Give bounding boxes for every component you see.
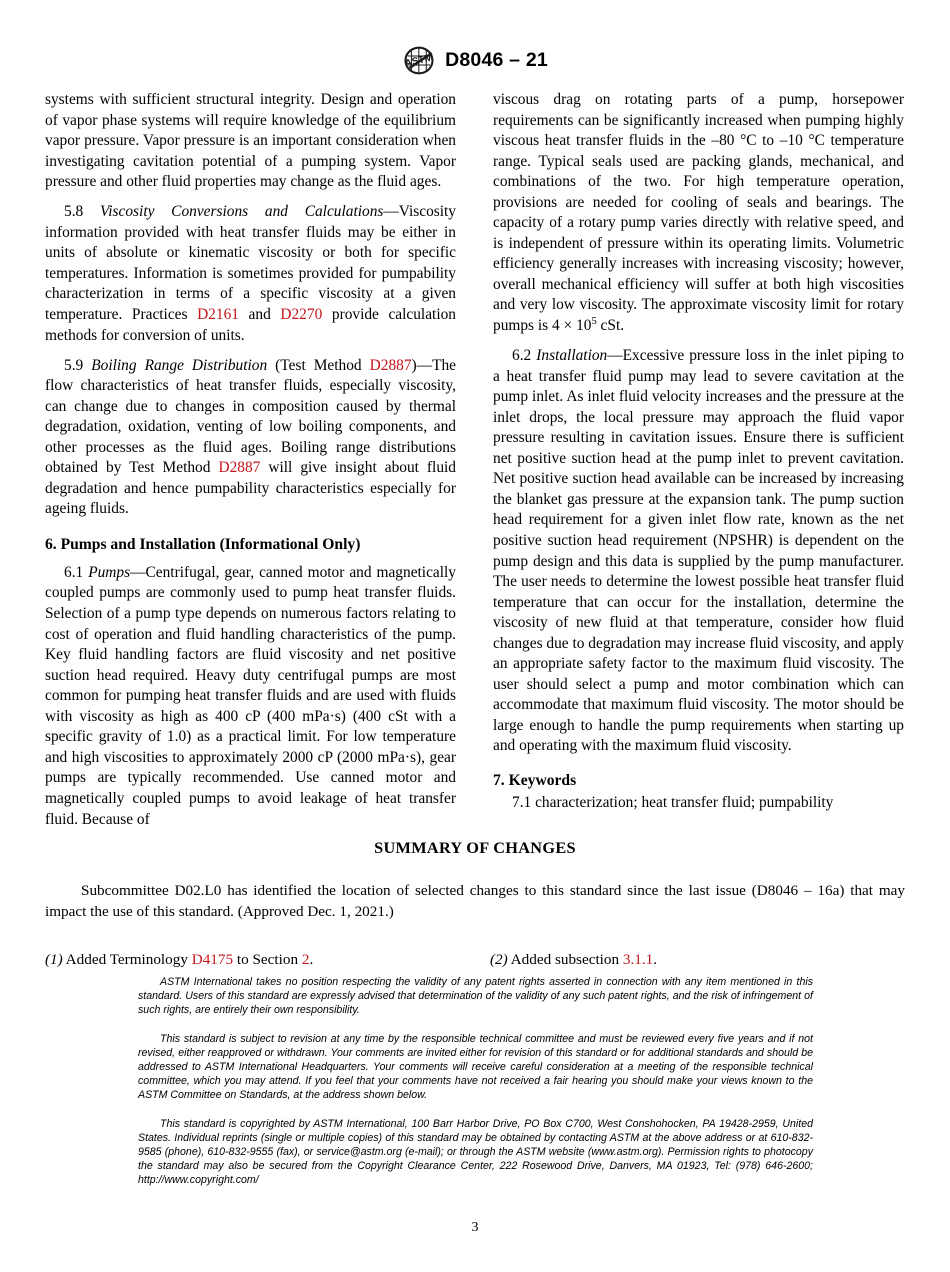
legal-footer [138, 975, 813, 1188]
paragraph-title: Boiling Range Distribution [91, 356, 268, 374]
paragraph-number: 6.1 [64, 563, 89, 581]
summary-of-changes-intro: Subcommittee D02.L0 has identified the location of selected changes to this standard since the last issue (D8046 – 16a) that may impact the use of this standard. (Approved Dec. 1, 2021.) [45, 882, 905, 920]
paragraph-text: —Viscosity information provided with heat transfer fluids may be either in units of absolute or kinematic viscosity or both for specific temperatures. Information is sometimes provided for pumpability characterization in terms of a specific viscosity at a given temperature. Practices [45, 203, 456, 323]
revision-notice: This standard is subject to revision at any time by the responsible technical committee and must be reviewed every five years and if not revised, either reapproved or withdrawn. Your comments are invited either for revision of this standard or for additional standards and should be addressed to ASTM International Headquarters. Your comments will receive careful consideration at a meeting of the responsible technical committee, which you may attend. If you feel that your comments have not received a fair hearing you should make your views known to the ASTM Committee on Standards, at the address shown below. [138, 1032, 813, 1102]
paragraph-5-8 [45, 202, 456, 346]
change-number: (2) [490, 951, 508, 968]
summary-of-changes-section [45, 838, 905, 970]
copyright-notice: This standard is copyrighted by ASTM International, 100 Barr Harbor Drive, PO Box C700, West Conshohocken, PA 19428-2959, United States. Individual reprints (single or multiple copies) of this standard may be obtained by contacting ASTM at the above address or at 610-832-9585 (phone), 610-832-9555 (fax), or service@astm.org (e-mail); or through the ASTM website (www.astm.org). Permission rights to photocopy the standard may also be secured from the Copyright Clearance Center, 222 Rosewood Drive, Danvers, MA 01923, Tel: (978) 646-2600; http://www.copyright.com/ [138, 1117, 813, 1187]
paragraph-text: provide calculation methods for conversion of units. [45, 305, 456, 344]
paragraph-6-1 [45, 563, 456, 830]
svg-text:ASTM: ASTM [403, 52, 435, 70]
change-text: to Section [233, 951, 302, 968]
paragraph-text: )—The flow characteristics of heat transfer fluids, especially viscosity, can change due to changes in composition caused by thermal degradation, oxidation, venting of low boiling components, and other processes as the fluid ages. Boiling range distributions obtained by Test Method [45, 356, 456, 477]
change-item-1 [45, 950, 490, 970]
left-column [45, 90, 456, 830]
standard-link-d2270[interactable]: D2270 [280, 305, 323, 323]
paragraph-6-2 [493, 346, 904, 757]
paragraph-6-1-continued [493, 90, 904, 337]
patent-rights-notice: ASTM International takes no position respecting the validity of any patent rights asserted in connection with any item mentioned in this standard. Users of this standard are expressly advised that determination of the validity of any such patent rights, and the risk of infringement of such rights, are entirely their own responsibility. [138, 976, 813, 1017]
changes-list [45, 950, 905, 970]
change-item-2 [490, 950, 905, 970]
change-text: . [309, 951, 314, 968]
paragraph-text: cSt. [596, 317, 625, 335]
change-text: Added Terminology [62, 951, 192, 968]
paragraph-number: 6.2 [512, 347, 537, 365]
standard-link-d2887[interactable]: D2887 [369, 356, 412, 374]
change-text: Added subsection [507, 951, 623, 968]
paragraph-text: —Excessive pressure loss in the inlet piping to a heat transfer fluid pump may lead to severe cavitation at the pump inlet. As inlet fluid velocity increases and the pressure at the inlet drops, the local pressure may approach the fluid vapor pressure resulting in cavitation issues. Ensure there is sufficient net positive suction head at the pump inlet to prevent cavitation. Net positive suction head available can be increased by increasing the blanket gas pressure at the expansion tank. The pump suction head requirement for a given inlet flow rate, known as the net positive suction head requirement (NPSHR) is dependent on the pump design and this data is supplied by the pump manufacturer. The user needs to determine the lowest possible heat transfer fluid temperature that can occur for the installation, determine the viscosity of new fluid at that temperature, consider how fluid changes due to degradation may increase fluid viscosity, and apply an appropriate safety factor to the maximum fluid viscosity. The user should select a pump and motor combination which can accommodate that maximum fluid viscosity. The motor should be large enough to handle the pump requirements when starting up and operating with the maximum fluid viscosity. [493, 347, 904, 755]
subsection-link-3-1-1[interactable]: 3.1.1 [622, 951, 654, 968]
paragraph-text: —Centrifugal, gear, canned motor and magnetically coupled pumps are commonly used to pump heat transfer fluids. Selection of a pump type depends on numerous factors relating to cost of operation and fluid handling characteristics of the pump. Key fluid handling factors are fluid viscosity and net positive suction head required. Heavy duty centrifugal pumps are most common for pumping heat transfer fluids and are used with fluids with viscosity as high as 400 cP (400 mPa·s) (400 cSt with a specific gravity of 1.0) as a practical limit. For low temperature and high viscosities to approximately 2000 cP (2000 mPa·s), gear pumps are typically recommended. Use canned motor and magnetically coupled pumps to avoid leakage of heat transfer fluid. Because of [45, 563, 456, 828]
paragraph-text: viscous drag on rotating parts of a pump, horsepower requirements can be significantly increased when pumping highly viscous heat transfer fluids in the –80 °C to –10 °C temperature range. Typical seals used are packing glands, mechanical, and combinations of the two. For high temperature operation, provisions are needed for cooling of seals and bearings. The capacity of a rotary pump varies directly with relative speed, and is independent of pressure within its operating limits. Volumetric efficiency generally increases with increasing viscosity; however, overall mechanical efficiency will suffer at both high viscosities and very low viscosity. The approximate viscosity limit for rotary pumps is 4 × 10 [493, 91, 904, 335]
page-header [0, 46, 950, 75]
standard-link-d2161[interactable]: D2161 [197, 305, 239, 323]
standard-designation: D8046 – 21 [445, 49, 548, 71]
body-columns [45, 90, 905, 830]
section-heading-6: 6. Pumps and Installation (Informational Only) [45, 535, 361, 553]
paragraph-text: (Test Method [267, 356, 370, 374]
section-link-2[interactable]: 2 [301, 951, 310, 968]
astm-logo-icon [402, 46, 436, 75]
change-number: (1) [45, 951, 63, 968]
paragraph-title: Viscosity Conversions and Calculations [100, 203, 384, 221]
paragraph-title: Installation [536, 347, 608, 365]
right-column [493, 90, 904, 830]
standard-link-d4175[interactable]: D4175 [191, 951, 234, 968]
paragraph-5-7-continued [45, 90, 456, 193]
paragraph-number: 5.9 [64, 356, 92, 374]
paragraph-title: Pumps [88, 563, 131, 581]
paragraph-text: will give insight about fluid degradation and hence pumpability characteristics especially for ageing fluids. [45, 459, 457, 518]
paragraph-7-1: 7.1 characterization; heat transfer fluid; pumpability [512, 794, 834, 811]
exponent: 5 [591, 315, 597, 327]
paragraph-text: and [238, 305, 281, 323]
page-number: 3 [471, 1220, 479, 1235]
section-heading-7: 7. Keywords [493, 772, 577, 789]
paragraph-number: 5.8 [64, 203, 100, 221]
paragraph-5-9 [45, 356, 456, 520]
change-text: . [653, 951, 658, 968]
standard-link-d2887-2[interactable]: D2887 [218, 459, 261, 477]
summary-of-changes-title: SUMMARY OF CHANGES [374, 838, 576, 857]
paragraph-text: systems with sufficient structural integrity. Design and operation of vapor phase systems will require knowledge of the equilibrium vapor pressure. Vapor pressure is an important consideration when investigating cavitation potential of a pumping system. Vapor pressure and other fluid properties may change as the fluid ages. [45, 91, 456, 191]
